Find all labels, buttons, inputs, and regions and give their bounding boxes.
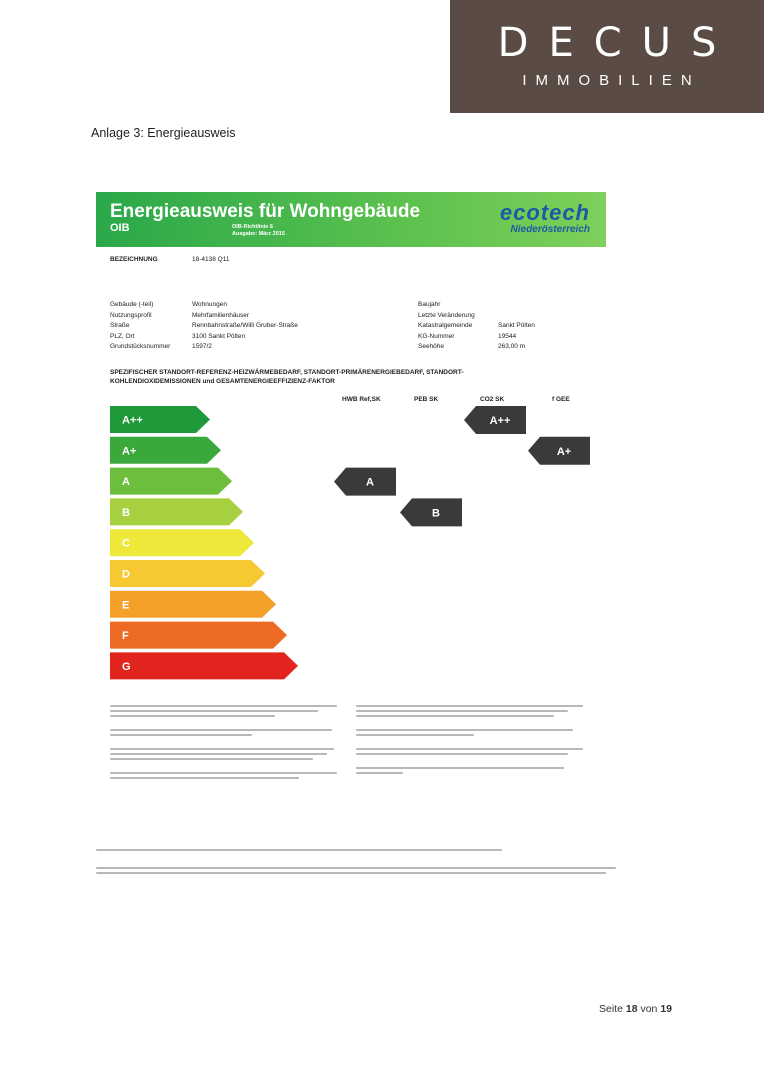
detail-left-label: Gebäude (-teil) xyxy=(110,301,154,308)
designation-label: BEZEICHNUNG xyxy=(110,256,158,263)
detail-left-value: 3100 Sankt Pölten xyxy=(192,332,246,340)
rating-label-hwb: A xyxy=(366,476,374,489)
scale-label: C xyxy=(122,537,130,550)
rating-label-fgee: A+ xyxy=(556,445,572,458)
detail-right-label: KG-Nummer xyxy=(418,332,455,340)
scale-label: B xyxy=(122,506,130,519)
scale-label: D xyxy=(122,568,130,581)
legend-left xyxy=(110,702,346,782)
detail-left-label: Nutzungsprofil xyxy=(110,311,152,319)
page-of: von xyxy=(640,1003,658,1015)
col-head-peb: PEB SK xyxy=(414,396,439,403)
guideline-name: OIB-Richtlinie 6 xyxy=(232,224,273,230)
col-head-hwb: HWB Ref,SK xyxy=(342,396,381,403)
detail-left-label: Straße xyxy=(110,322,130,329)
scale-arrow-g xyxy=(110,652,298,679)
page-number xyxy=(599,1003,672,1015)
page-prefix: Seite xyxy=(599,1003,623,1015)
col-head-fgee: f GEE xyxy=(552,396,570,403)
rating-label-peb: B xyxy=(432,507,440,520)
certificate-title: Energieausweis für Wohngebäude xyxy=(110,201,421,222)
scale-label: A++ xyxy=(122,414,143,427)
rating-arrow-peb xyxy=(400,498,462,526)
detail-right-label: Baujahr xyxy=(418,301,441,308)
detail-left-label: PLZ, Ort xyxy=(110,332,135,340)
certificate-scheme: OIB xyxy=(110,222,130,234)
annex-title: Anlage 3: Energieausweis xyxy=(91,126,236,140)
detail-right-label: Katastralgemeinde xyxy=(418,322,473,329)
scale-label: A+ xyxy=(122,445,137,458)
footer-note xyxy=(96,846,616,877)
scale-label: A xyxy=(122,476,130,489)
scale-label: E xyxy=(122,599,130,612)
energy-certificate xyxy=(96,192,608,792)
detail-left-value: 1597/2 xyxy=(192,343,212,350)
logo-subtitle: IMMOBILIEN xyxy=(522,72,701,89)
col-head-co2: CO2 SK xyxy=(480,396,505,403)
detail-left-value: Mehrfamilienhäuser xyxy=(192,311,250,319)
detail-right-value: 19544 xyxy=(498,332,517,340)
page-total: 19 xyxy=(660,1003,673,1015)
guideline-edition: Ausgabe: März 2015 xyxy=(232,231,285,237)
rating-arrow-hwb xyxy=(334,468,396,496)
rating-label-co2: A++ xyxy=(489,415,511,427)
scale-label: G xyxy=(122,660,131,673)
scale-arrow-f xyxy=(110,622,287,649)
detail-right-value: 263,00 m xyxy=(498,343,526,350)
scale-label: F xyxy=(122,630,129,643)
detail-right-label: Seehöhe xyxy=(418,343,445,350)
page-current: 18 xyxy=(625,1003,638,1015)
detail-right-label: Letzte Veränderung xyxy=(418,311,475,319)
scale-arrow-d xyxy=(110,560,265,587)
legend-right xyxy=(356,702,592,777)
designation-value: 18-4138 Q11 xyxy=(192,256,230,263)
spec-heading: SPEZIFISCHER STANDORT-REFERENZ-HEIZWÄRMEBEDARF, STANDORT-PRIMÄRENERGIEBEDARF, STANDORT-KOHLENDIOXIDEMISSIONEN und GESAMTENERGIEEFFIZIENZ-FAKTOR xyxy=(110,369,464,385)
ecotech-region: Niederösterreich xyxy=(510,224,590,235)
detail-left-label: Grundstücksnummer xyxy=(110,343,171,350)
logo-wordmark: DECUS xyxy=(497,20,737,66)
detail-left-value: Rennbahnstraße/Willi Gruber-Straße xyxy=(192,322,298,329)
detail-right-value: Sankt Pölten xyxy=(498,322,535,329)
scale-arrow-e xyxy=(110,591,276,618)
scale-arrow-c xyxy=(110,529,254,556)
decus-logo xyxy=(450,0,764,113)
ecotech-brand: ecotech xyxy=(499,200,590,225)
detail-left-value: Wohnungen xyxy=(192,301,227,308)
